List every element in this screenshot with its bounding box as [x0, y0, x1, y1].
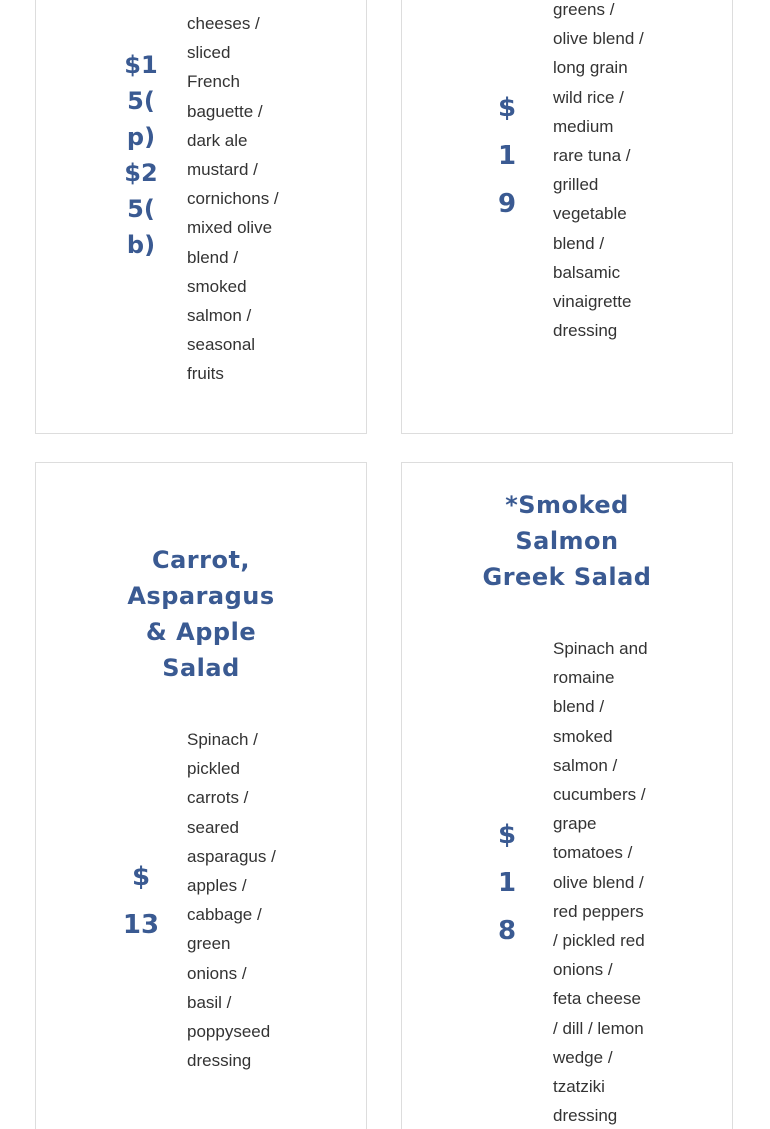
description-line: vinaigrette	[553, 292, 632, 312]
price-line: $2	[124, 159, 158, 187]
price-line: $	[497, 820, 517, 850]
description-line: balsamic	[553, 262, 621, 282]
price	[472, 84, 542, 228]
description-line: red peppers	[553, 901, 644, 921]
description-line: grape	[553, 814, 597, 834]
description-line: tomatoes /	[553, 843, 633, 863]
item-description	[553, 634, 653, 1129]
description-line: tzatziki	[553, 1077, 605, 1097]
price-line: $	[497, 93, 517, 123]
title-line: Asparagus	[127, 582, 275, 610]
price-line: b)	[126, 231, 156, 259]
description-line: olive blend /	[553, 29, 644, 49]
description-line: vegetable	[553, 204, 627, 224]
description-line: blend /	[187, 247, 239, 267]
description-line: cornichons /	[187, 189, 279, 209]
price	[472, 811, 542, 955]
description-line: olive blend /	[553, 872, 644, 892]
price	[106, 853, 176, 949]
description-line: apples /	[187, 876, 247, 896]
item-title	[36, 542, 366, 686]
description-line: blend /	[553, 697, 605, 717]
menu-card	[35, 462, 367, 1129]
description-line: cabbage /	[187, 905, 262, 925]
description-line: poppyseed	[187, 1022, 271, 1042]
description-line: blend /	[553, 233, 605, 253]
description-line: grilled	[553, 175, 599, 195]
description-line: green	[187, 934, 231, 954]
description-line: long grain	[553, 58, 628, 78]
description-line: / dill / lemon	[553, 1018, 644, 1038]
title-line: *Smoked	[505, 491, 629, 519]
description-line: cheeses /	[187, 14, 260, 33]
description-line: dressing	[187, 1051, 252, 1071]
price-line: 9	[497, 189, 517, 219]
description-line: seared	[187, 817, 239, 837]
description-line: fruits	[187, 364, 224, 384]
price-line: 5(	[127, 195, 155, 223]
description-line: / pickled red	[553, 931, 645, 951]
description-line: medium	[553, 116, 614, 136]
title-line: Salmon	[515, 527, 619, 555]
title-line: Salad	[162, 654, 240, 682]
price-line: $	[131, 862, 151, 892]
item-title	[402, 487, 732, 595]
description-line: seasonal	[187, 335, 256, 355]
description-line: pickled	[187, 759, 240, 779]
menu-card	[401, 462, 733, 1129]
menu-card	[35, 0, 367, 434]
price-line: $1	[124, 51, 158, 79]
title-line: & Apple	[145, 618, 257, 646]
price-line: 13	[122, 910, 160, 940]
description-line: onions /	[187, 963, 247, 983]
price-line: p)	[126, 123, 156, 151]
description-line: dressing	[553, 321, 618, 341]
description-line: greens /	[553, 0, 615, 19]
description-line: carrots /	[187, 788, 249, 808]
description-line: asparagus /	[187, 846, 276, 866]
description-line: dressing	[553, 1106, 618, 1126]
price-line: 1	[497, 141, 517, 171]
item-description	[187, 725, 287, 1075]
title-line: Carrot,	[151, 546, 251, 574]
description-line: Spinach and	[553, 639, 648, 658]
title-line: Greek Salad	[482, 563, 652, 591]
price-line: 5(	[127, 87, 155, 115]
description-line: wild rice /	[553, 87, 624, 107]
menu-card	[401, 0, 733, 434]
item-description	[187, 9, 287, 389]
item-description	[553, 0, 653, 345]
description-line: cucumbers /	[553, 785, 646, 805]
description-line: baguette /	[187, 101, 263, 121]
description-line: smoked	[553, 726, 613, 746]
description-line: French	[187, 72, 240, 92]
description-line: mixed olive	[187, 218, 273, 238]
description-line: salmon /	[187, 306, 252, 326]
description-line: onions /	[553, 960, 613, 980]
description-line: feta cheese	[553, 989, 641, 1009]
description-line: mustard /	[187, 160, 258, 180]
price	[106, 47, 176, 263]
description-line: romaine	[553, 668, 615, 688]
description-line: basil /	[187, 992, 232, 1012]
description-line: Spinach /	[187, 730, 258, 749]
price-line: 1	[497, 868, 517, 898]
description-line: sliced	[187, 43, 231, 63]
description-line: salmon /	[553, 755, 618, 775]
description-line: rare tuna /	[553, 146, 631, 166]
description-line: dark ale	[187, 130, 248, 150]
description-line: wedge /	[553, 1047, 613, 1067]
description-line: smoked	[187, 276, 247, 296]
price-line: 8	[497, 916, 517, 946]
